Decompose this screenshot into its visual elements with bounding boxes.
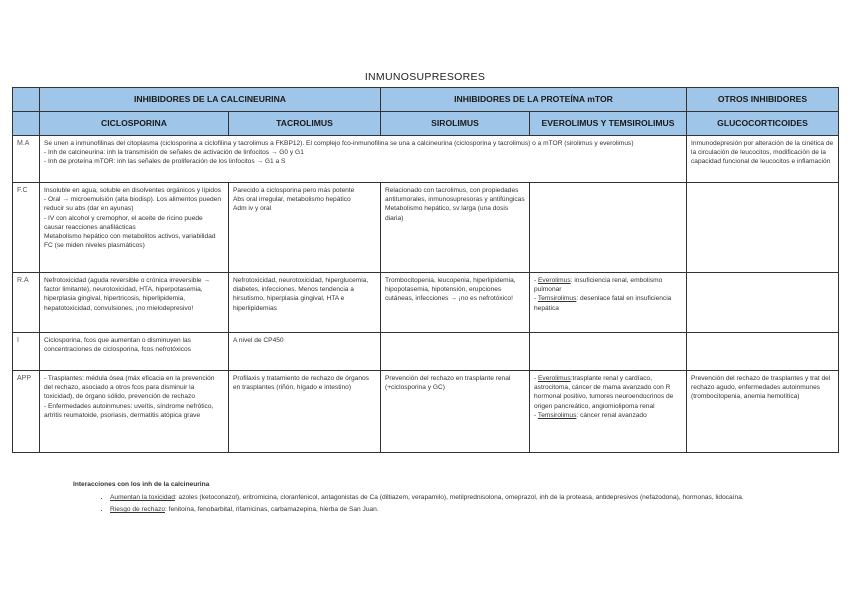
notes-item-rechazo-label: Riesgo de rechazo [110, 506, 165, 514]
app-ciclo-1: - Trasplantes: médula ósea (máx eficacia en la prevención del rechazo, asociado a otros fcos para disminuir la toxicidad), de órgano sólido, prevención de rechazo [44, 375, 215, 401]
cell-ra-everolimus [530, 273, 687, 333]
notes-item-toxicidad [110, 493, 833, 503]
header-ciclosporina: CICLOSPORINA [40, 112, 229, 136]
notes-item-toxicidad-label: Aumentan la toxicidad [110, 493, 175, 501]
ma-text-2: - Inh de calcineurina: inh la transmisión de señales de activación de linfocitos → G0 y G1 [44, 149, 304, 157]
cell-app-tacrolimus: Profilaxis y tratamiento de rechazo de órganos en trasplantes (riñón, hígado e intestino) [229, 371, 381, 453]
cell-app-everolimus [530, 371, 687, 453]
app-temsirolimus-text: : cáncer renal avanzado [576, 411, 647, 419]
cell-fc-glucocorticoides [687, 183, 839, 273]
cell-i-tacrolimus: A nivel de CP450 [229, 333, 381, 371]
ra-temsirolimus: - Temsirolimus: desenlace fatal en insuficiencia hepática [534, 295, 672, 312]
row-label-fc: F.C [13, 183, 40, 273]
fc-ciclo-3: - IV con alcohol y cremophor, el aceite de ricino puede causar reacciones anafilácticas [44, 214, 203, 231]
cell-ra-sirolimus: Trombocitopenia, leucopenia, hiperlipidemia, hipopotasemia, hipotensión, erupciones cutáneas, infecciones → ¡no es nefrotóxico! [381, 273, 530, 333]
ma-text-1: Se unen a inmunofilinas del citoplasma (ciclosporina a ciclofilina y tacrolimus a FKBP12). El complejo fco-inmunofilina se una a calcineurina (ciclosporina y tacrolimus) o a mTOR (sirolimus y everolimus) [44, 140, 634, 147]
app-everolimus-name: Everolimus [538, 375, 571, 382]
row-i [13, 333, 839, 371]
row-label-ma: M.A [13, 136, 40, 183]
ra-everolimus-text: : insuficiencia renal, embolismo pulmonar [534, 277, 663, 294]
fc-tacro-2: Abs oral irregular, metabolismo hepático [233, 196, 351, 204]
corner-cell [13, 88, 40, 112]
row-ma [13, 136, 839, 183]
drug-header-row [13, 112, 839, 136]
header-tacrolimus: TACROLIMUS [229, 112, 381, 136]
cell-ma-calcineurina-mtor [40, 136, 687, 183]
header-everolimus: EVEROLIMUS Y TEMSIROLIMUS [530, 112, 687, 136]
cell-i-everolimus [530, 333, 687, 371]
drug-table [12, 87, 839, 453]
ra-everolimus: - Everolimus: insuficiencia renal, embolismo pulmonar [534, 277, 663, 294]
cell-i-sirolimus [381, 333, 530, 371]
cell-app-ciclosporina [40, 371, 229, 453]
cell-ra-glucocorticoides [687, 273, 839, 333]
header-mtor: INHIBIDORES DE LA PROTEÍNA mTOR [381, 88, 687, 112]
header-glucocorticoides: GLUCOCORTICOIDES [687, 112, 839, 136]
row-label-i: I [13, 333, 40, 371]
cell-app-sirolimus: Prevención del rechazo en trasplante renal (+ciclosporina y GC) [381, 371, 530, 453]
ra-temsirolimus-name: Temsirolimus [537, 295, 577, 303]
corner-cell-2 [13, 112, 40, 136]
fc-tacro-3: Adm iv y oral [233, 205, 272, 213]
cell-fc-tacrolimus [229, 183, 381, 273]
ma-text-3: - Inh de proteína mTOR: inh las señales de proliferación de los linfocitos → G1 a S [44, 158, 286, 166]
ra-everolimus-name: Everolimus [538, 277, 571, 284]
notes-item-rechazo-text: : fenitoína, fenobarbital, rifamicinas, carbamazepina, hierba de San Juan. [164, 506, 379, 514]
fc-ciclo-4: Metabolismo hepático con metabolitos activos, variabilidad FC (se miden niveles plasmáticos) [44, 233, 216, 250]
cell-fc-everolimus [530, 183, 687, 273]
cell-ma-glucocorticoides: Inmunodepresión por alteración de la cinética de la circulación de leucocitos, modificación de la capacidad funcional de leucocitos e inflamación [687, 136, 839, 183]
notes-item-rechazo [110, 505, 833, 515]
app-everolimus: - Everolimus:trasplante renal y cardíaco, astrocitoma, cáncer de mama avanzado con R hormonal positivo, tumores neuroendocrinos de origen pancreático, angiomiolipoma renal [534, 375, 674, 410]
group-header-row [13, 88, 839, 112]
document-title: INMUNOSUPRESORES [364, 71, 486, 83]
notes-title: Interacciones con los inh de la calcineurina [73, 481, 210, 488]
cell-ra-tacrolimus: Nefrotoxicidad, neurotoxicidad, hiperglucemia, diabetes, infecciones. Menos tendencia a hirsutismo, hiperplasia gingival, HTA e hiperlipidemias [229, 273, 381, 333]
interactions-notes [73, 480, 833, 518]
cell-fc-sirolimus: Relacionado con tacrolimus, con propiedades antitumorales, inmunosupresoras y antifúngicas Metabolismo hepático, sv larga (una dosis diaria) [381, 183, 530, 273]
app-everolimus-text: :trasplante renal y cardíaco, astrocitoma, cáncer de mama avanzado con R hormonal positivo, tumores neuroendocrinos de origen pancreático, angiomiolipoma renal [534, 375, 674, 410]
cell-app-glucocorticoides: Prevención del rechazo de trasplantes y trat del rechazo agudo, enfermedades autoinmunes (trombocitopenia, anemia hemolítica) [687, 371, 839, 453]
cell-ra-ciclosporina: Nefrotoxicidad (aguda reversible o crónica irreversible → factor limitante), neurotoxicidad, HTA, hiperpotasemia, hiperplasia gingival, hipertricosis, hiperlipidemia, hepatotoxicidad, convulsiones, ¡no mielodepresivo! [40, 273, 229, 333]
app-temsirolimus: - Temsirolimus: cáncer renal avanzado [534, 411, 647, 419]
fc-ciclo-1: Insoluble en agua, soluble en disolventes orgánicos y lípidos [44, 187, 222, 194]
cell-fc-ciclosporina [40, 183, 229, 273]
ra-temsirolimus-text: : desenlace fatal en insuficiencia hepática [534, 295, 672, 312]
app-ciclo-2: - Enfermedades autoinmunes: uveítis, síndrome nefrótico, artritis reumatoide, psoriasis, dermatitis atópica grave [44, 402, 214, 419]
header-sirolimus: SIROLIMUS [381, 112, 530, 136]
row-ra [13, 273, 839, 333]
row-fc [13, 183, 839, 273]
row-label-app: APP [13, 371, 40, 453]
header-calcineurina: INHIBIDORES DE LA CALCINEURINA [40, 88, 381, 112]
row-app [13, 371, 839, 453]
notes-list [73, 493, 833, 515]
cell-i-ciclosporina: Ciclosporina, fcos que aumentan o disminuyen las concentraciones de ciclosporina, fcos nefrotóxicos [40, 333, 229, 371]
notes-item-toxicidad-text: : azoles (ketoconazol), eritromicina, cloranfenicol, antagonistas de Ca (diltiazem, verapamilo), metilprednisolona, omeprazol, inh de la proteasa, antidepresivos (nefazodona), hormonas, lidocaína. [174, 493, 744, 501]
fc-tacro-1: Parecido a ciclosporina pero más potente [233, 187, 355, 194]
header-otros: OTROS INHIBIDORES [687, 88, 839, 112]
app-temsirolimus-name: Temsirolimus [537, 411, 577, 419]
fc-ciclo-2: - Oral → microemulsión (alta biodisp). Los alimentos pueden reducir su abs (dar en ayunas) [44, 196, 222, 213]
cell-i-glucocorticoides [687, 333, 839, 371]
row-label-ra: R.A [13, 273, 40, 333]
